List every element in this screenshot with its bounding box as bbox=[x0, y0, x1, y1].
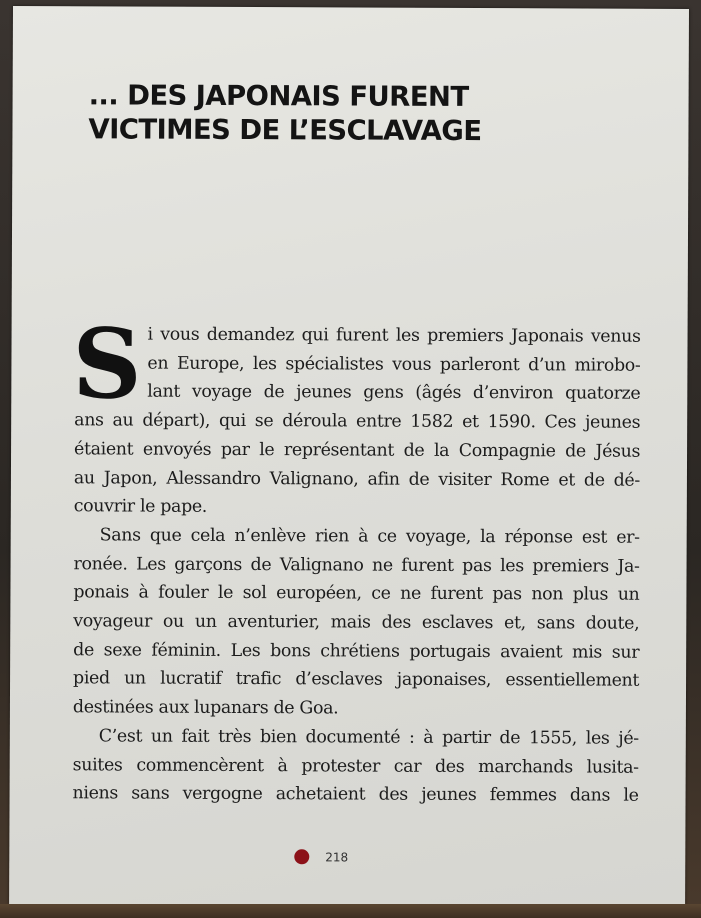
book-page bbox=[9, 6, 689, 907]
text-line: niens sans vergogne achetaient des jeunes femmes dans le bbox=[72, 783, 639, 806]
text-line: i vous demandez qui furent les premiers Japonais venus bbox=[147, 324, 641, 347]
chapter-title-line-2: VICTIMES DE L’ESCLAVAGE bbox=[88, 113, 482, 148]
text-line: de sexe féminin. Les bons chrétiens portugais avaient mis sur bbox=[73, 640, 640, 663]
text-line: en Europe, les spécialistes vous parleront d’un mirobo- bbox=[147, 353, 641, 376]
text-line: ans au départ), qui se déroula entre 1582 et 1590. Ces jeunes bbox=[74, 410, 641, 433]
text-line: suites commencèrent à protester car des marchands lusita- bbox=[72, 754, 639, 778]
text-line: couvrir le pape. bbox=[73, 496, 208, 518]
drop-cap: S bbox=[72, 307, 142, 421]
page-number: 218 bbox=[325, 849, 349, 864]
text-line: voyageur ou un aventurier, mais des esclaves et, sans doute, bbox=[73, 611, 640, 634]
text-line: ronée. Les garçons de Valignano ne furent pas les premiers Ja- bbox=[73, 553, 640, 577]
paragraph-3 bbox=[73, 722, 639, 811]
text-line: C’est un fait très bien documenté : à partir de 1555, les jé- bbox=[98, 726, 639, 749]
table-surface bbox=[0, 904, 701, 918]
text-line: destinées aux lupanars de Goa. bbox=[72, 697, 339, 719]
text-line: Sans que cela n’enlève rien à ce voyage, la réponse est er- bbox=[99, 525, 640, 548]
text-line: pied un lucratif trafic d’esclaves japonaises, essentiellement bbox=[73, 668, 640, 692]
text-line: ponais à fouler le sol européen, ce ne furent pas non plus un bbox=[73, 582, 640, 606]
text-line: au Japon, Alessandro Valignano, afin de visiter Rome et de dé- bbox=[73, 467, 640, 491]
chapter-title bbox=[88, 78, 481, 148]
paragraph-2 bbox=[73, 521, 640, 724]
paragraph-1 bbox=[72, 307, 641, 523]
text-line: étaient envoyés par le représentant de la Compagnie de Jésus bbox=[74, 439, 641, 462]
body-text bbox=[72, 307, 641, 810]
red-dot-icon bbox=[294, 849, 309, 864]
page-footer bbox=[294, 849, 348, 864]
text-line: lant voyage de jeunes gens (âgés d’environ quatorze bbox=[147, 381, 641, 405]
chapter-title-line-1: ... DES JAPONAIS FURENT bbox=[88, 79, 469, 113]
